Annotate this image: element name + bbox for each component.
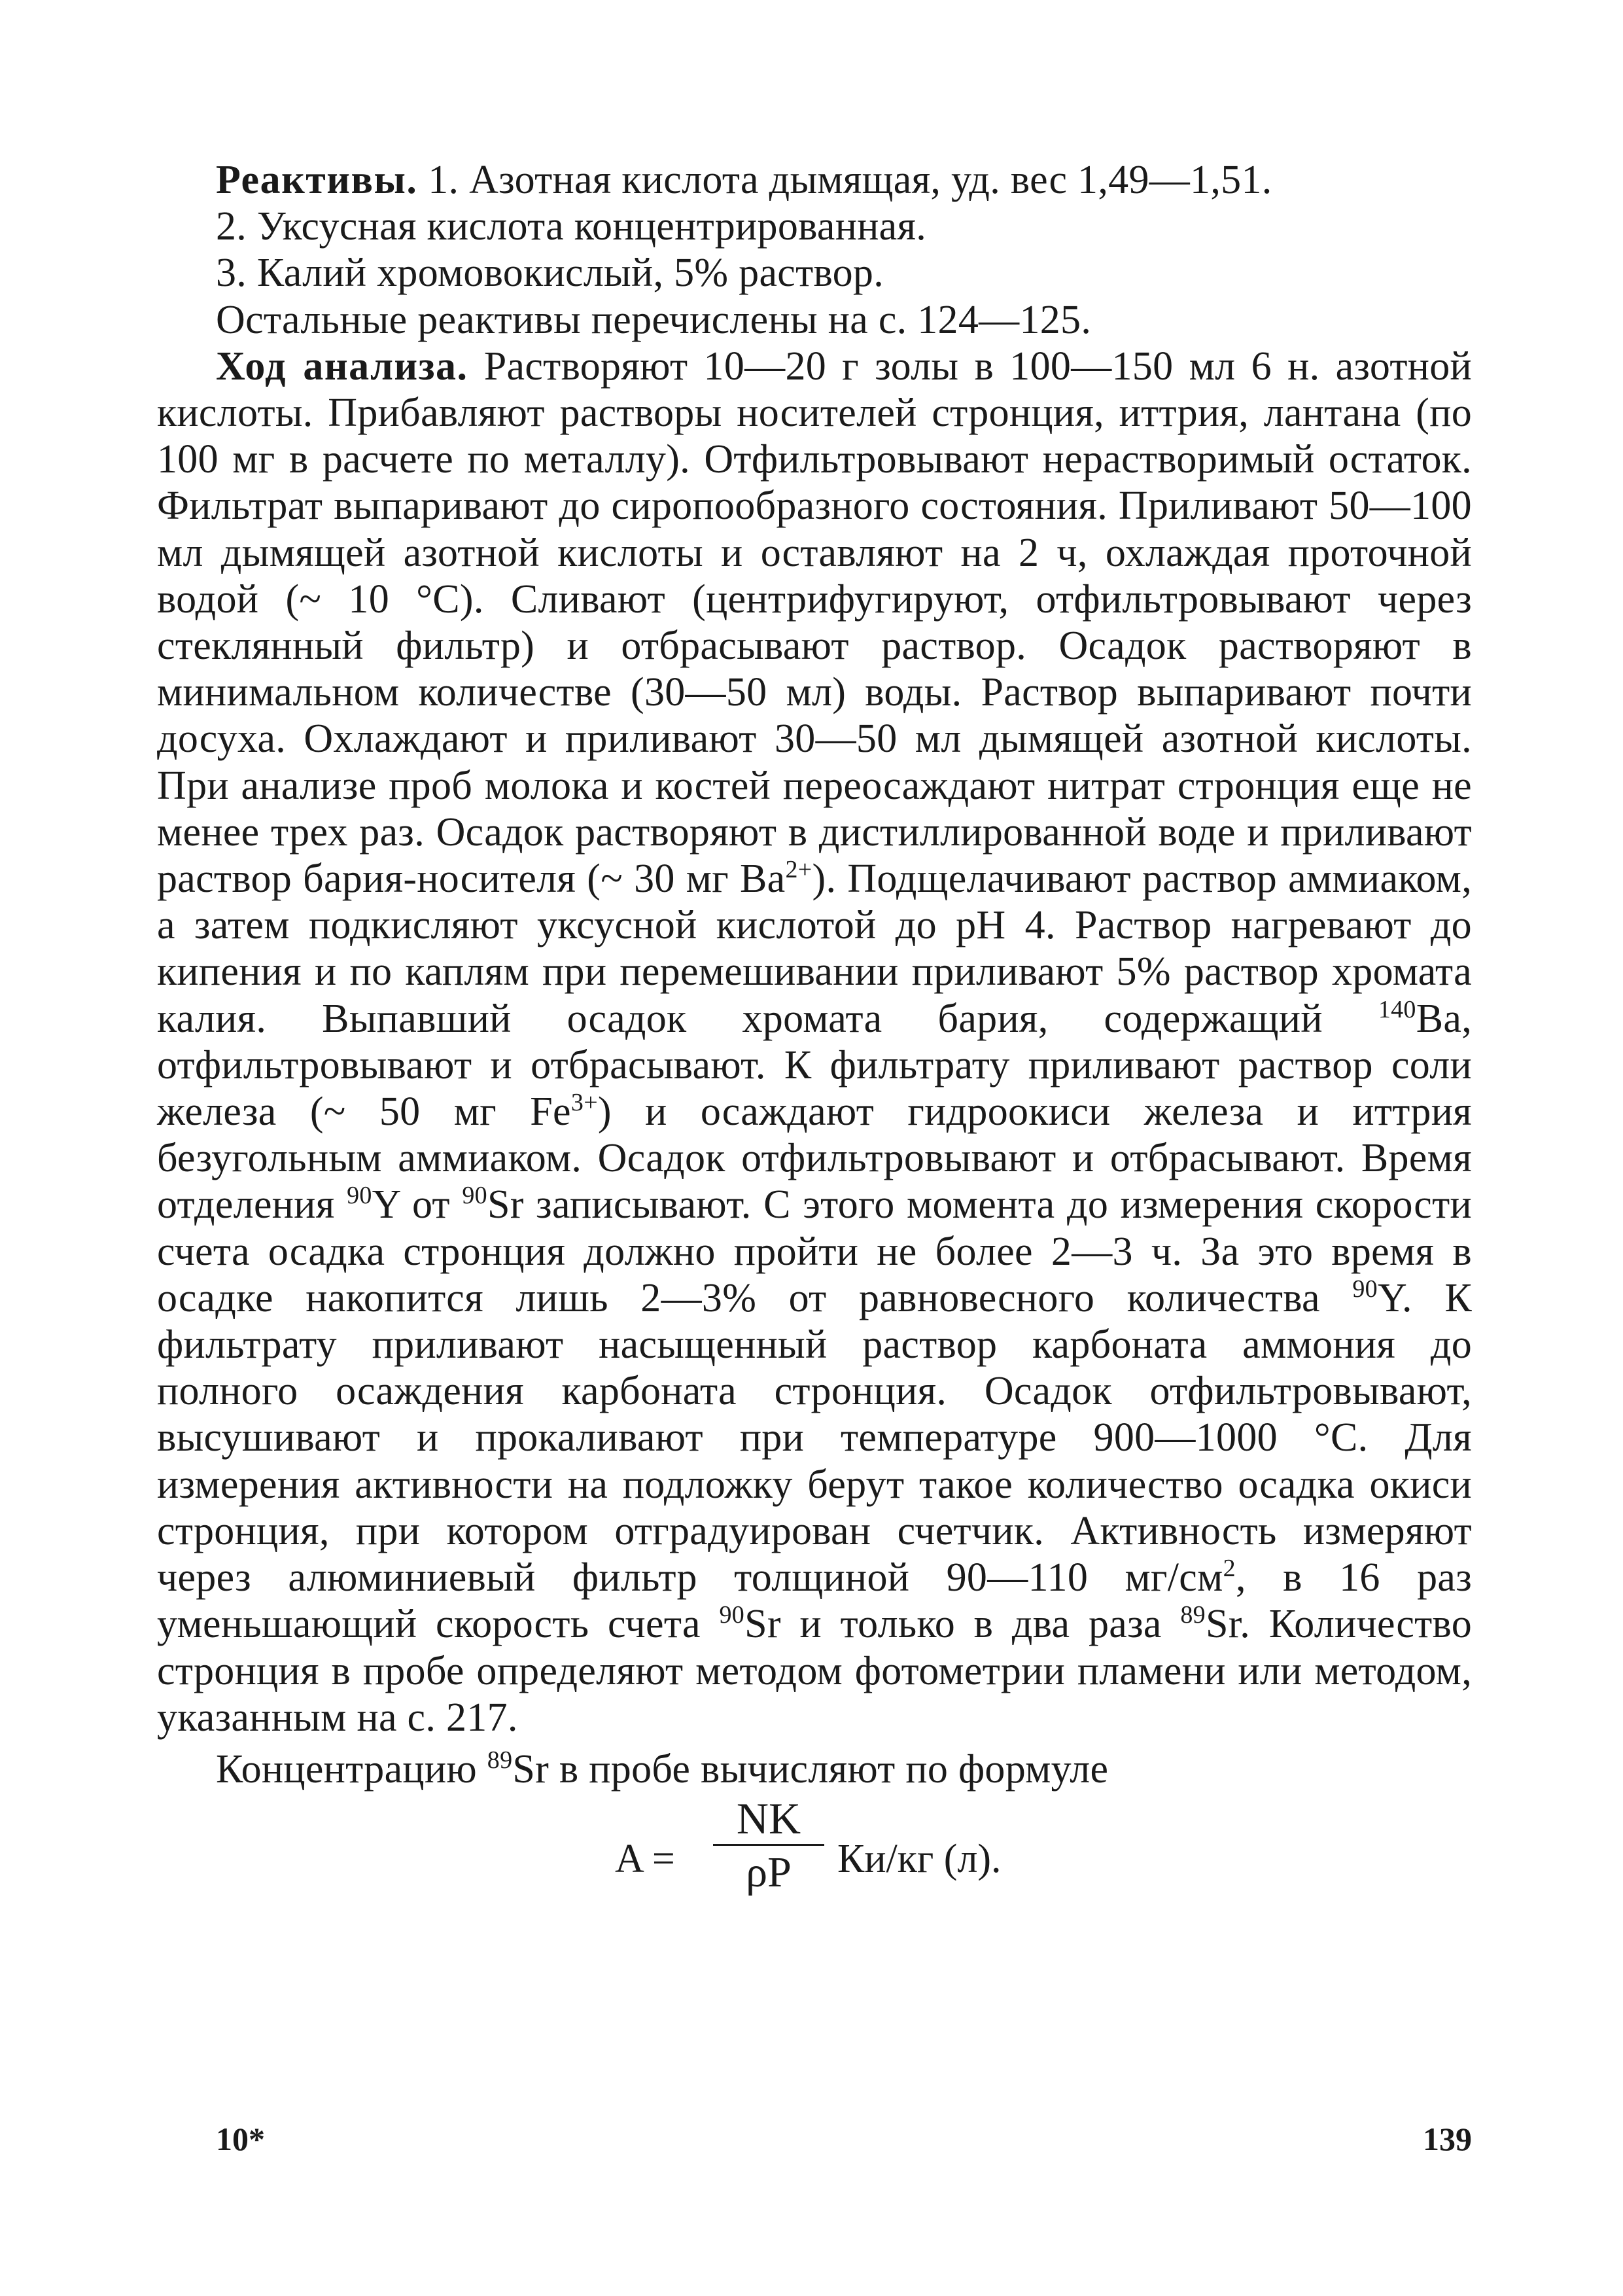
reagents-line-1	[157, 157, 1472, 203]
analysis-text-8: , в 16 раз уменьшающий скорость счета	[157, 1555, 1472, 1647]
analysis-text-9: Sr и только в два раза	[744, 1602, 1181, 1647]
formula-fraction	[713, 1795, 824, 1896]
analysis-text-3: Ba, отфильтровывают и отбрасывают. К фильтрату приливают раствор соли железа (~ 50 мг Fe	[157, 996, 1472, 1135]
superscript-89: 89	[487, 1746, 513, 1774]
page-footer	[157, 2120, 1472, 2159]
superscript-90-sr2: 90	[719, 1601, 745, 1629]
superscript-90-y2: 90	[1352, 1275, 1378, 1303]
analysis-text-4: ) и осаждают гидроокиси железа и иттрия безугольным аммиаком. Осадок отфильтровывают и отбрасывают. Время отделения	[157, 1089, 1472, 1227]
superscript-90-sr1: 90	[462, 1182, 487, 1210]
reagent-item-1: 1. Азотная кислота дымящая, уд. вес 1,49—1,51.	[428, 158, 1272, 202]
page	[157, 157, 1472, 2157]
reagent-item-3: 3. Калий хромовокислый, 5% раствор.	[216, 251, 884, 296]
page-number: 139	[1423, 2121, 1472, 2157]
analysis-text-5: Y от	[372, 1182, 462, 1227]
formula-numerator: NK	[736, 1793, 801, 1844]
analysis-text-7: Y. К фильтрату приливают насыщенный раствор карбоната аммония до полного осаждения карбоната стронция. Осадок отфильтровывают, высушивают и прокаливают при температуре 900—1000 °С. Для измерения активности на подложку берут такое количество осадка окиси стронция, при котором отградуирован счетчик. Активность измеряют через алюминиевый фильтр толщиной 90—110 мг/см	[157, 1275, 1472, 1600]
concentration-sentence	[157, 1746, 1472, 1793]
formula-denominator: ρP	[746, 1848, 792, 1897]
analysis-paragraph	[157, 344, 1472, 1741]
concentration-text-1: Концентрацию	[216, 1746, 487, 1792]
analysis-text-6: Sr записывают. С этого момента до измерения скорости счета осадка стронция должно пройти не более 2—3 ч. За это время в осадке накопится лишь 2—3% от равновесного количества	[157, 1182, 1472, 1320]
reagents-others: Остальные реактивы перечислены на с. 124—125.	[216, 297, 1092, 342]
signature-mark: 10*	[216, 2121, 265, 2157]
superscript-fe-charge: 3+	[570, 1089, 598, 1117]
formula-unit: Ки/кг (л).	[837, 1837, 1002, 1882]
analysis-heading: Ход анализа.	[216, 344, 468, 389]
superscript-140: 140	[1378, 995, 1416, 1023]
analysis-text-1: Растворяют 10—20 г золы в 100—150 мл 6 н. азотной кислоты. Прибавляют растворы носителей стронция, иттрия, лантана (по 100 мг в расчете по металлу). Отфильтровывают нерастворимый остаток. Фильтрат выпаривают до сиропообразного состояния. Приливают 50—100 мл дымящей азотной кислоты и оставляют на 2 ч, охлаждая проточной водой (~ 10 °С). Сливают (центрифугируют, отфильтровывают через стеклянный фильтр) и отбрасывают раствор. Осадок растворяют в минимальном количестве (30—50 мл) воды. Раствор выпаривают почти досуха. Охлаждают и приливают 30—50 мл дымящей азотной кислоты. При анализе проб молока и костей переосаждают нитрат стронция еще не менее трех раз. Осадок растворяют в дистиллированной воде и приливают раствор бария-носителя (~ 30 мг Ba	[157, 344, 1472, 902]
superscript-ba-charge: 2+	[785, 856, 812, 884]
superscript-90-y1: 90	[347, 1182, 372, 1210]
reagent-item-2: 2. Уксусная кислота концентрированная.	[216, 204, 927, 249]
analysis-text-10: Sr. Количество стронция в пробе определяют методом фотометрии пламени или методом, указанным на с. 217.	[157, 1602, 1472, 1740]
reagents-heading: Реактивы.	[216, 158, 418, 202]
body-text	[157, 157, 1472, 1793]
analysis-text-2: ). Подщелачивают раствор аммиаком, а затем подкисляют уксусной кислотой до рН 4. Раствор нагревают до кипения и по каплям при перемешивании приливают 5% раствор хромата калия. Выпавший осадок хромата бария, содержащий	[157, 857, 1472, 1041]
fraction-bar	[713, 1844, 824, 1846]
superscript-89-sr: 89	[1180, 1601, 1206, 1629]
superscript-cm2: 2	[1223, 1555, 1236, 1583]
formula-lhs: A =	[615, 1837, 675, 1882]
concentration-text-2: Sr в пробе вычисляют по формуле	[512, 1746, 1109, 1792]
formula	[157, 1795, 1472, 1920]
